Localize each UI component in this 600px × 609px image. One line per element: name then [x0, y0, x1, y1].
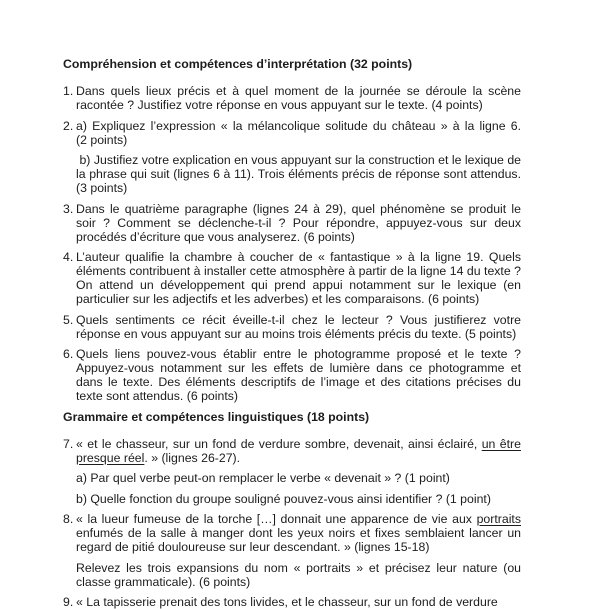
question-7a-text: a) Par quel verbe peut-on remplacer le verbe « devenait » ? (1 point)	[76, 471, 450, 485]
question-8-quote	[76, 512, 521, 554]
quote-text-after: enfumés de la salle à manger dont les yeux noirs et fixes semblaient lancer un regard de pitié douloureuse sur leur descendant. » (lignes 15-18)	[76, 526, 521, 554]
question-8	[63, 512, 521, 589]
question-2	[63, 119, 521, 196]
question-1-number: 1.	[63, 84, 74, 98]
question-8-instruction: Relevez les trois expansions du nom « portraits » et précisez leur nature (ou classe grammaticale). (6 points)	[76, 560, 521, 589]
question-6-number: 6.	[63, 347, 74, 361]
question-7	[63, 437, 521, 506]
question-7-quote	[76, 437, 521, 465]
question-6	[63, 347, 521, 403]
question-3-number: 3.	[63, 201, 74, 216]
question-3	[63, 202, 521, 244]
question-1	[63, 84, 521, 112]
question-2b-text: b) Justifiez votre explication en vous appuyant sur la construction et le lexique de la phrase qui suit (lignes 6 à 11). Trois éléments précis de réponse sont attendus. (3 points)	[76, 153, 521, 195]
question-5-number: 5.	[63, 312, 74, 327]
question-8-number: 8.	[63, 512, 74, 526]
question-2a-text: a) Expliquez l’expression « la mélancolique solitude du château » à la ligne 6. (2 points)	[76, 118, 521, 147]
question-3-text: Dans le quatrième paragraphe (lignes 24 à 29), quel phénomène se produit le soir ? Comment se déclenche-t-il ? Pour répondre, appuyez-vous sur deux procédés d’écriture que vous analyserez. (6 points)	[76, 201, 521, 244]
question-9	[63, 595, 521, 609]
question-4-text: L’auteur qualifie la chambre à coucher de « fantastique » à la ligne 19. Quels éléments contribuent à installer cette atmosphère à partir de la ligne 14 du texte ? On attend un développement qui prend appui notamment sur le lexique (en particulier sur les adjectifs et les adverbes) et les comparaisons. (6 points)	[76, 250, 521, 306]
question-5	[63, 313, 521, 341]
question-7-number: 7.	[63, 436, 74, 451]
quote-text-after: . » (lignes 26-27).	[144, 450, 241, 465]
question-6-text: Quels liens pouvez-vous établir entre le photogramme proposé et le texte ? Appuyez-vous notamment sur les effets de lumière dans ce photogramme et dans le texte. Des éléments descriptifs de l’image et des citations précises du texte sont attendus. (6 points)	[76, 347, 521, 403]
underlined-phrase: un être presque réel	[76, 436, 521, 465]
question-9-number: 9.	[63, 595, 74, 609]
question-9-text: « La tapisserie prenait des tons livides, et le chasseur, sur un fond de verdure	[76, 595, 498, 609]
question-5-text: Quels sentiments ce récit éveille-t-il chez le lecteur ? Vous justifierez votre réponse en vous appuyant sur au moins trois éléments précis du texte. (5 points)	[76, 312, 521, 341]
question-7b-text: b) Quelle fonction du groupe souligné pouvez-vous ainsi identifier ? (1 point)	[76, 491, 491, 506]
question-4	[63, 250, 521, 306]
section-heading-grammaire: Grammaire et compétences linguistiques (18 points)	[63, 409, 370, 424]
underlined-word: portraits	[476, 512, 521, 526]
quote-text-before: « la lueur fumeuse de la torche […] donnait une apparence de vie aux	[76, 512, 477, 526]
question-1-text: Dans quels lieux précis et à quel moment de la journée se déroule la scène racontée ? Justifiez votre réponse en vous appuyant sur le texte. (4 points)	[76, 84, 521, 112]
question-2-number: 2.	[63, 118, 74, 133]
section-heading-comprehension: Compréhension et compétences d’interprétation (32 points)	[63, 57, 413, 71]
question-4-number: 4.	[63, 250, 74, 264]
quote-text-before: « et le chasseur, sur un fond de verdure sombre, devenait, ainsi éclairé,	[76, 436, 482, 451]
